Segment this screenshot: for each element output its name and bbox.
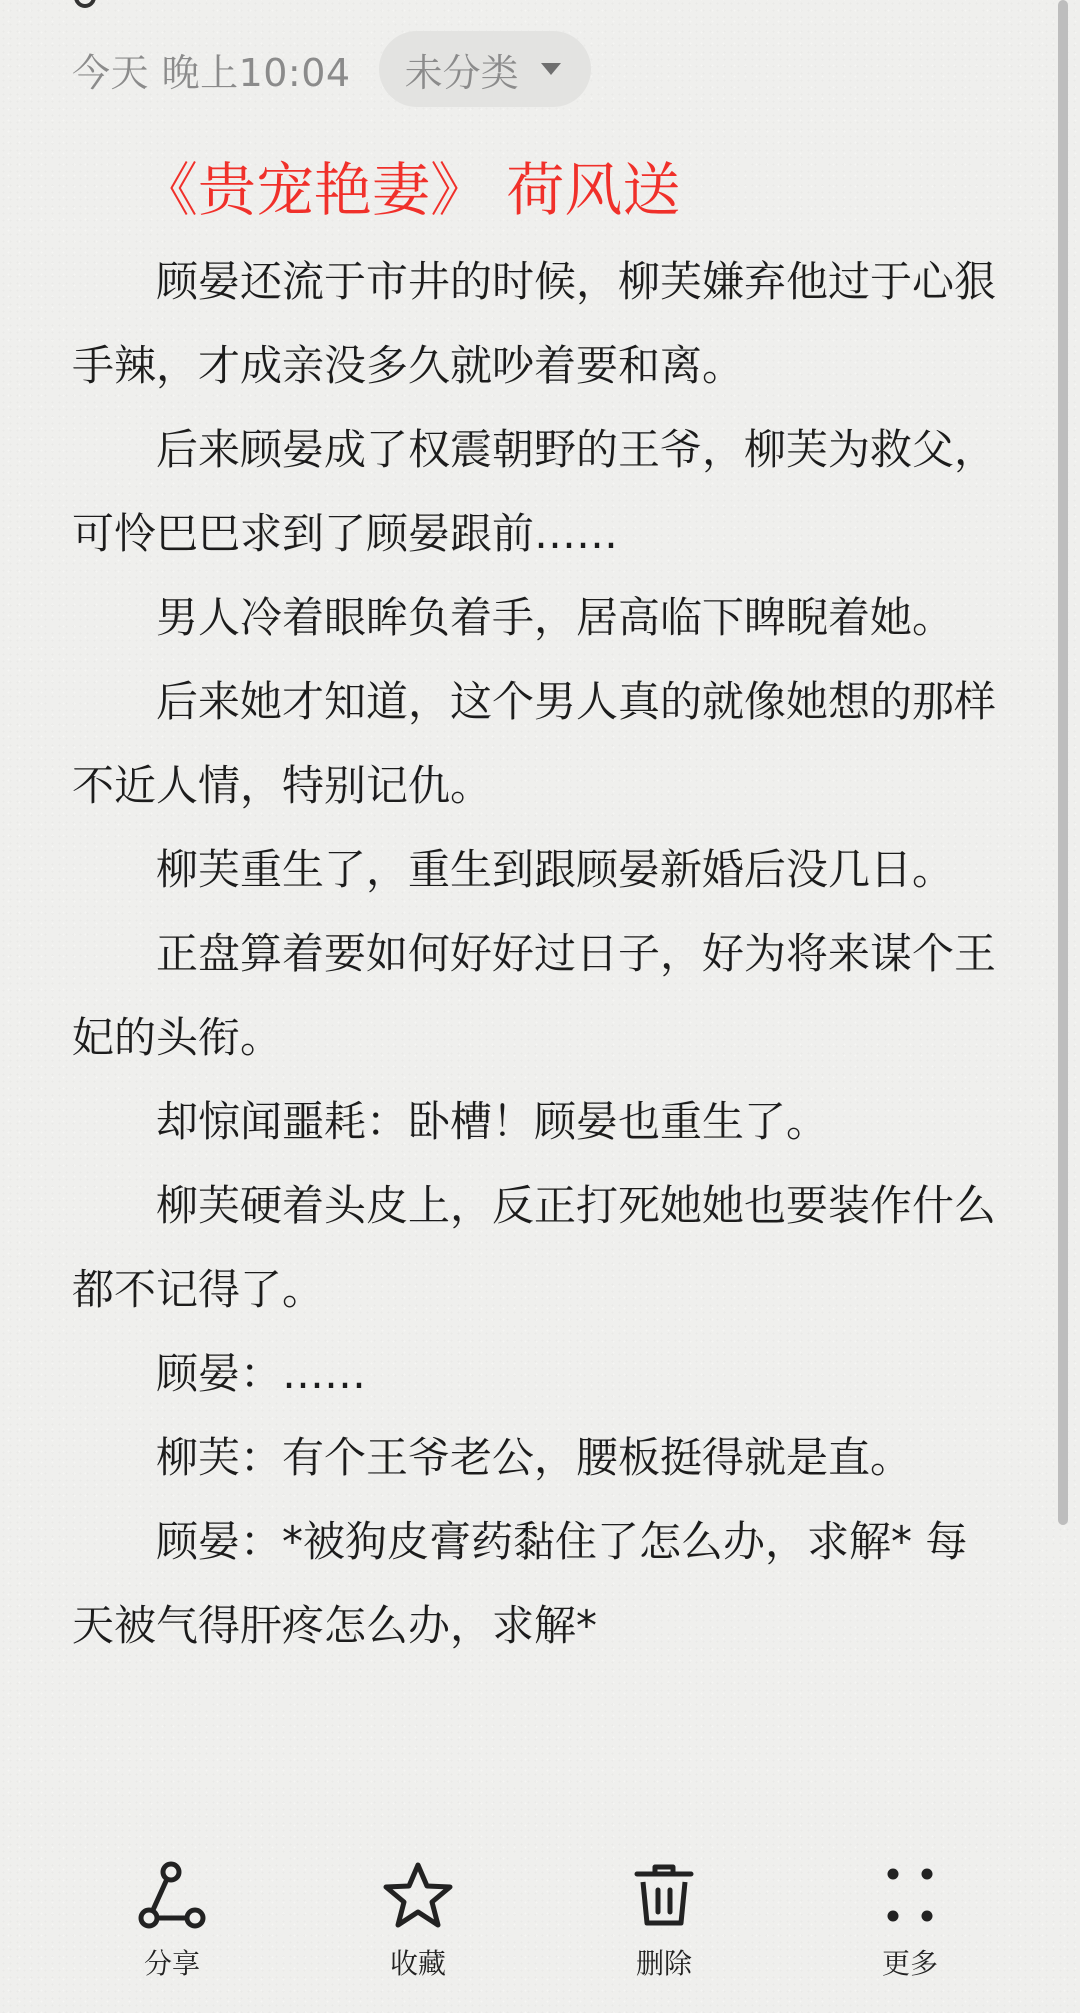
more-dots-icon	[875, 1860, 945, 1930]
star-icon	[383, 1860, 453, 1930]
more-label: 更多	[881, 1947, 938, 1980]
share-label: 分享	[143, 1947, 200, 1980]
share-button[interactable]	[92, 1860, 252, 1982]
note-paragraph: 后来顾晏成了权震朝野的王爷，柳芙为救父，可怜巴巴求到了顾晏跟前……	[72, 425, 997, 558]
note-header	[72, 30, 591, 108]
category-label: 未分类	[404, 50, 519, 95]
scrollbar[interactable]	[1058, 0, 1068, 1525]
note-timestamp: 今天 晚上10:04	[72, 50, 351, 95]
note-paragraph: 顾晏还流于市井的时候，柳芙嫌弃他过于心狠手辣，才成亲没多久就吵着要和离。	[72, 257, 997, 390]
chevron-down-icon	[541, 63, 561, 75]
bottom-toolbar	[0, 1860, 1080, 1990]
note-paragraph: 柳芙重生了，重生到跟顾晏新婚后没几日。	[156, 845, 955, 894]
note-title[interactable]: 《贵宠艳妻》 荷风送	[140, 156, 681, 224]
delete-label: 删除	[635, 1947, 692, 1980]
note-paragraph: 却惊闻噩耗：卧槽！顾晏也重生了。	[156, 1097, 829, 1146]
more-button[interactable]	[830, 1860, 990, 1982]
note-paragraph: 后来她才知道，这个男人真的就像她想的那样不近人情，特别记仇。	[72, 677, 997, 810]
category-dropdown[interactable]	[379, 31, 591, 107]
note-paragraph: 男人冷着眼眸负着手，居高临下睥睨着她。	[156, 593, 955, 642]
scrollbar-thumb[interactable]	[1058, 0, 1068, 1525]
note-paragraph: 顾晏：……	[156, 1349, 367, 1398]
delete-button[interactable]	[584, 1860, 744, 1982]
note-paragraph: 顾晏：*被狗皮膏药黏住了怎么办，求解* 每天被气得肝疼怎么办，求解*	[72, 1517, 968, 1650]
top-partial-icon	[74, 0, 96, 8]
share-icon	[137, 1860, 207, 1930]
favorite-button[interactable]	[338, 1860, 498, 1982]
note-paragraph: 柳芙硬着头皮上，反正打死她她也要装作什么都不记得了。	[72, 1181, 997, 1314]
note-paragraph: 正盘算着要如何好好过日子，好为将来谋个王妃的头衔。	[72, 929, 997, 1062]
favorite-label: 收藏	[389, 1947, 446, 1980]
trash-icon	[629, 1860, 699, 1930]
note-body[interactable]	[72, 240, 997, 1668]
note-paragraph: 柳芙：有个王爷老公，腰板挺得就是直。	[156, 1433, 913, 1482]
